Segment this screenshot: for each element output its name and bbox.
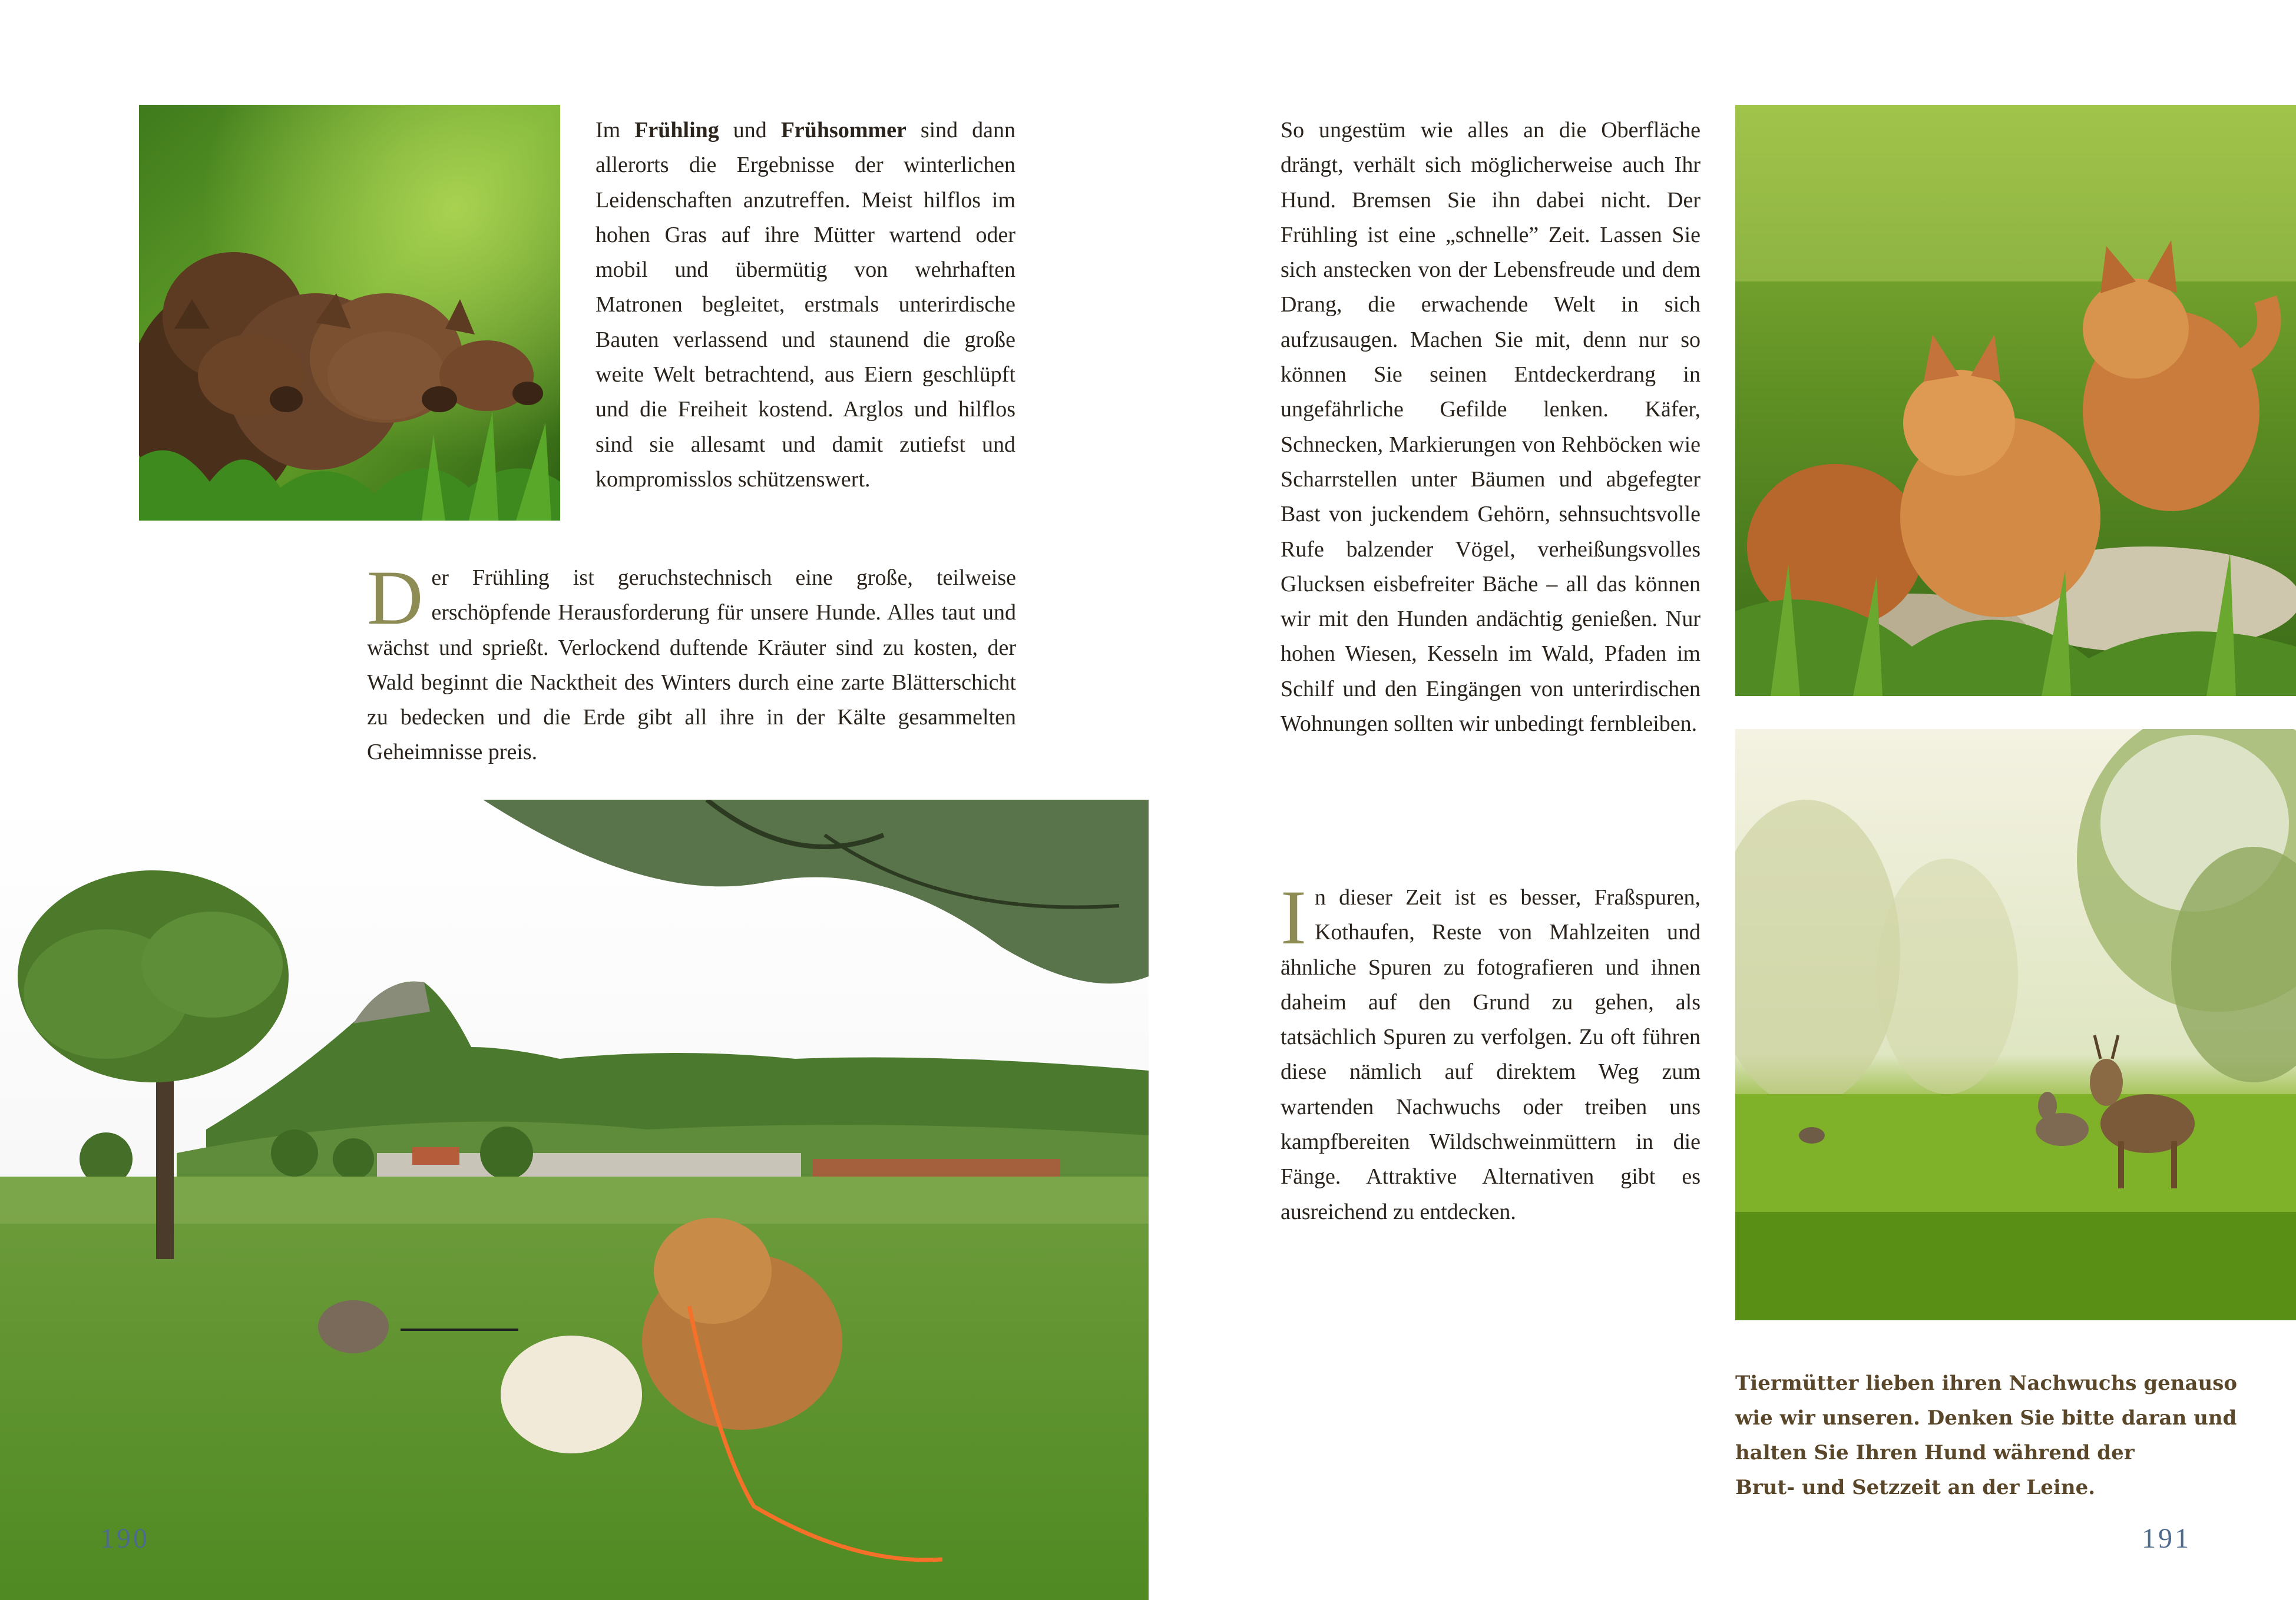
right-paragraph-1 [1281,113,1701,741]
page-number-right: 191 [2142,1523,2191,1554]
caption-line-1: Tiermütter lieben ihren Nachwuchs genauso [1735,1372,2238,1395]
right-paragraph-1-text: So ungestüm wie alles an die Oberfläche drängt, verhält sich möglicherweise auch Ihr Hund. Bremsen Sie ihn dabei nicht. Der Frühling ist eine „schnelle” Zeit. Lassen Sie sich anstecken von der Lebensfreude und dem Drang, die erwachende Welt in sich aufzusaugen. Machen Sie mit, denn nur so können Sie seinen Entdeckerdrang in ungefährliche Gefilde lenken. Käfer, Schnecken, Markierungen von Rehböcken wie Scharrstellen unter Bäumen und abgefegter Bast von juckendem Gehörn, sehnsuchtsvolle Rufe balzender Vögel, verheißungsvolles Glucksen eisbefreiter Bäche – all das können wir mit den Hunden andächtig genießen. Nur hohen Wiesen, Kesseln im Wald, Pfaden im Schilf und den Eingängen von unterirdischen Wohnungen sollten wir unbedingt fernbleiben. [1281,118,1701,737]
right-paragraph-2 [1281,874,1701,1230]
intro-rest: sind dann allerorts die Ergebnisse der winterlichen Leidenschaften anzutreffen. Meist hilflos im hohen Gras auf ihre Mütter wartend oder mobil und übermütig von wehrhaften Matronen begleitet, erstmals unterirdische Bauten verlassend und staunend die große weite Welt betrachtend, aus Eiern geschlüpft und die Freiheit kostend. Arglos und hilflos sind sie allesamt und damit zutiefst und kompromisslos schützenswert. [595,118,1015,492]
caption-line-2: wie wir unseren. Denken Sie bitte daran und [1735,1406,2237,1430]
fox-cubs-photo [1735,105,2296,696]
caption-line-3: halten Sie Ihren Hund während der [1735,1441,2135,1465]
caption-line-4: Brut- und Setzzeit an der Leine. [1735,1476,2096,1499]
intro-bold-fruehsommer: Frühsommer [780,118,907,143]
roe-deer-photo [1735,729,2296,1320]
dogs-in-meadow-photo [0,800,1149,1600]
dropcap-d: D [367,554,424,641]
photo-caption [1735,1366,2296,1505]
right-paragraph-2-text: n dieser Zeit ist es besser, Fraßspuren, Kothaufen, Reste von Mahlzeiten und ähnliche Spuren zu fotografieren und ihnen daheim auf den Grund zu gehen, als tatsächlich Spuren zu verfolgen. Zu oft führen diese nämlich auf direktem Weg zum wartenden Nachwuchs oder treiben uns kampfbereiten Wildschweinmüttern in die Fänge. Attraktive Alternativen gibt es ausreichend zu entdecken. [1281,885,1701,1224]
intro-word-und: und [733,118,767,143]
wild-boar-piglets-photo [139,105,560,521]
spring-smell-text: er Frühling ist geruchstechnisch eine große, teilweise erschöpfende Herausforderung für unsere Hunde. Alles taut und wächst und sprießt. Verlockend duftende Kräuter sind zu kosten, der Wald beginnt die Nacktheit des Winters durch eine zarte Blätterschicht zu bedecken und die Erde gibt all ihre in der Kälte gesammelten Geheimnisse preis. [367,565,1016,765]
spring-smell-paragraph [367,554,1016,770]
intro-word-im: Im [595,118,621,143]
dropcap-i: I [1281,874,1306,960]
page-number-left: 190 [100,1523,150,1554]
intro-paragraph [595,113,1015,497]
intro-bold-fruehling: Frühling [634,118,719,143]
